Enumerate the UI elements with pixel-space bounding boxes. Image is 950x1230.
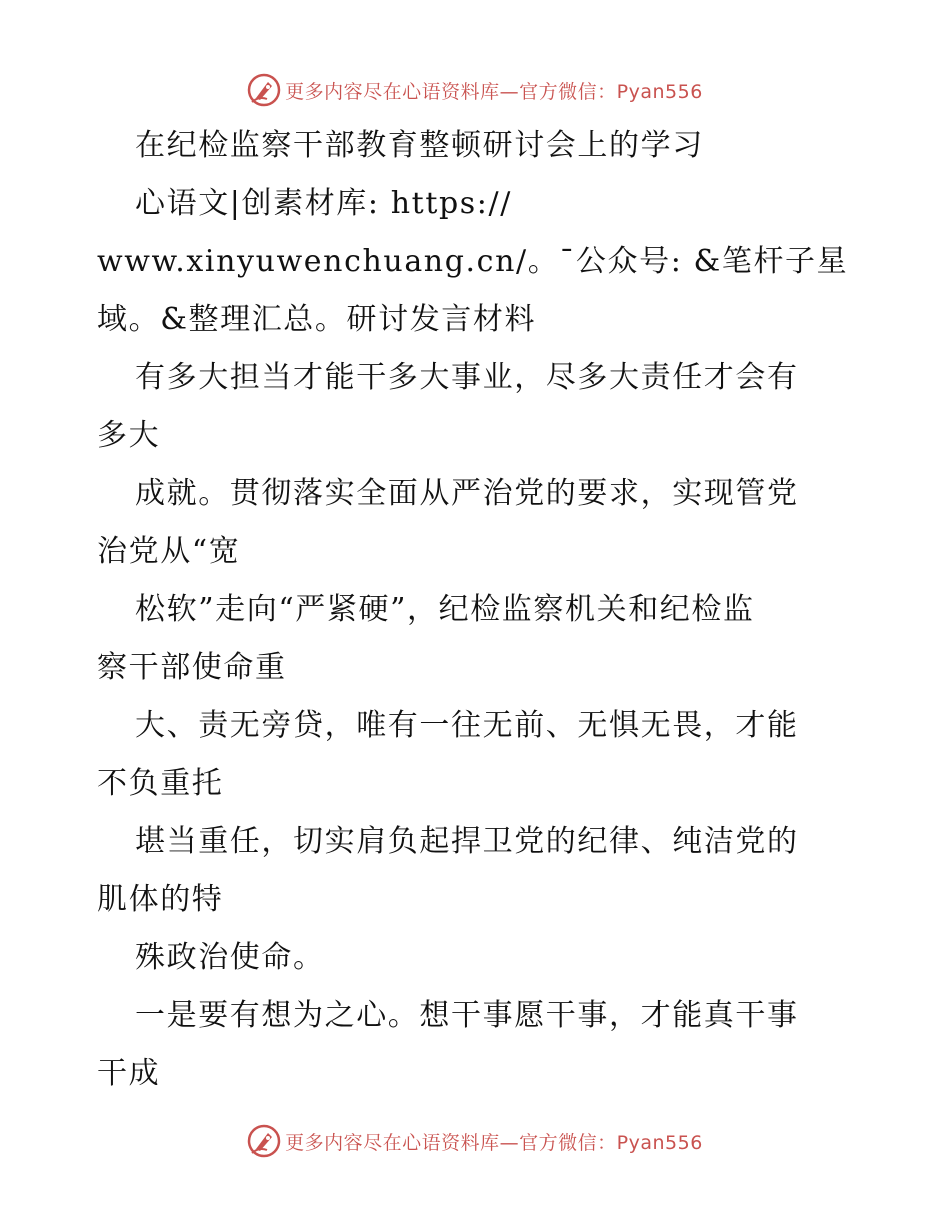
document-line: 殊政治使命。	[135, 940, 325, 975]
document-line: 心语文|创素材库: https://	[135, 186, 512, 221]
header-watermark-banner	[0, 70, 950, 110]
document-line: 干成	[97, 1056, 161, 1091]
document-line: 大、责无旁贷，唯有一往无前、无惧无畏，才能	[135, 708, 799, 743]
document-line: www.xinyuwenchuang.cn/。¯公众号: &笔杆子星	[97, 244, 849, 279]
document-line: 在纪检监察干部教育整顿研讨会上的学习	[135, 128, 704, 163]
document-line: 肌体的特	[97, 882, 224, 917]
document-line: 多大	[97, 418, 161, 453]
document-line: 成就。贯彻落实全面从严治党的要求，实现管党	[135, 476, 799, 511]
document-line: 松软”走向“严紧硬”，纪检监察机关和纪检监	[135, 592, 755, 627]
document-line: 不负重托	[97, 766, 224, 801]
pen-nib-logo-icon	[247, 73, 281, 107]
footer-watermark-banner	[0, 1121, 950, 1161]
document-line: 堪当重任，切实肩负起捍卫党的纪律、纯洁党的	[135, 824, 799, 859]
document-line: 治党从“宽	[97, 534, 241, 569]
document-body	[97, 117, 857, 1103]
document-line: 察干部使命重	[97, 650, 287, 685]
document-line: 域。&整理汇总。研讨发言材料	[97, 302, 537, 337]
document-line: 一是要有想为之心。想干事愿干事，才能真干事	[135, 998, 799, 1033]
document-line: 有多大担当才能干多大事业，尽多大责任才会有	[135, 360, 799, 395]
header-watermark-text: 更多内容尽在心语资料库—官方微信：Pyan556	[285, 80, 703, 103]
pen-nib-logo-icon	[247, 1124, 281, 1158]
footer-watermark-text: 更多内容尽在心语资料库—官方微信：Pyan556	[285, 1131, 703, 1154]
